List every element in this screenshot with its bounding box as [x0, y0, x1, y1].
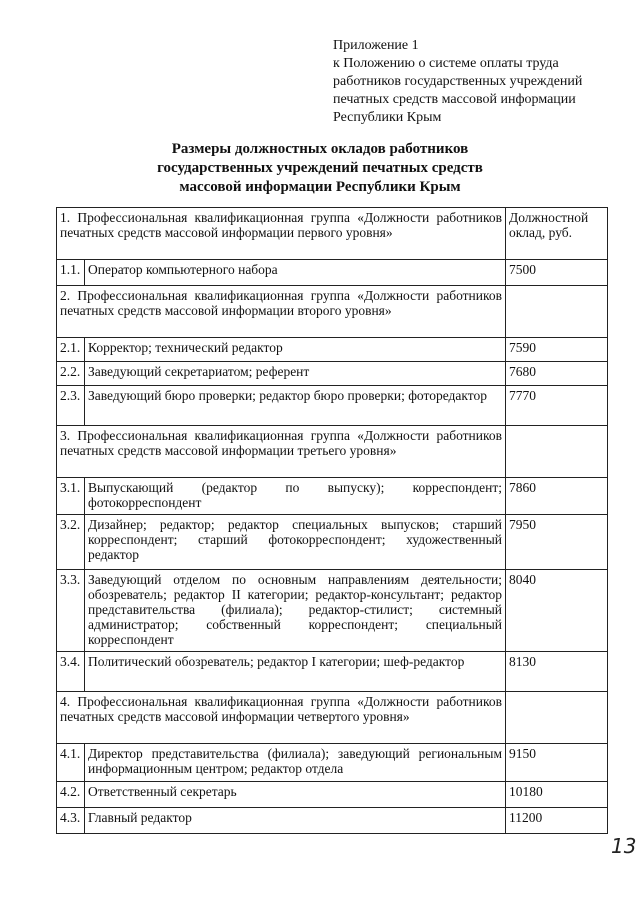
position-title: Корректор; технический редактор: [85, 338, 506, 362]
position-title: Заведующий секретариатом; референт: [85, 362, 506, 386]
salary-value: 11200: [506, 808, 608, 834]
row-number: 3.4.: [57, 652, 85, 692]
row-number: 4.1.: [57, 744, 85, 782]
group-3-cell: 3. Профессиональная квалификационная группа «Должности работников печатных средств массовой информации третьего уровня»: [57, 426, 506, 478]
salary-value: 8130: [506, 652, 608, 692]
appendix-line: Республики Крым: [333, 110, 442, 125]
appendix-line: к Положению о системе оплаты труда: [333, 56, 559, 71]
empty-cell: [506, 426, 608, 478]
position-title: Дизайнер; редактор; редактор специальных выпусков; старший корреспондент; старший фотокорреспондент; художественный редактор: [85, 515, 506, 570]
row-number: 2.2.: [57, 362, 85, 386]
empty-cell: [506, 692, 608, 744]
row-number: 2.3.: [57, 386, 85, 426]
empty-cell: [506, 286, 608, 338]
row-number: 4.2.: [57, 782, 85, 808]
salary-value: 7590: [506, 338, 608, 362]
document-title: [80, 140, 560, 197]
position-title: Директор представительства (филиала); заведующий региональным информационным центром; редактор отдела: [85, 744, 506, 782]
row-number: 4.3.: [57, 808, 85, 834]
salary-value: 8040: [506, 570, 608, 652]
position-title: Оператор компьютерного набора: [85, 260, 506, 286]
table-row: [57, 338, 608, 362]
row-number: 3.2.: [57, 515, 85, 570]
table-row: [57, 386, 608, 426]
table-row: [57, 426, 608, 478]
table-row: [57, 362, 608, 386]
row-number: 3.1.: [57, 478, 85, 515]
table-row: [57, 515, 608, 570]
appendix-line: печатных средств массовой информации: [333, 92, 576, 107]
header-pay-cell: Должностной оклад, руб.: [506, 208, 608, 260]
table-row: [57, 478, 608, 515]
salary-value: 7500: [506, 260, 608, 286]
appendix-block: [333, 37, 633, 127]
table-row: [57, 692, 608, 744]
position-title: Ответственный секретарь: [85, 782, 506, 808]
table-row: [57, 286, 608, 338]
title-line: Размеры должностных окладов работников: [171, 141, 469, 157]
position-title: Заведующий отделом по основным направлениям деятельности; обозреватель; редактор II категории; редактор-консультант; редактор представительства (филиала); редактор-стилист; системный администратор; собственный корреспондент; специальный корреспондент: [85, 570, 506, 652]
table-row: [57, 260, 608, 286]
group-4-cell: 4. Профессиональная квалификационная группа «Должности работников печатных средств массовой информации четвертого уровня»: [57, 692, 506, 744]
group-1-cell: 1. Профессиональная квалификационная группа «Должности работников печатных средств массовой информации первого уровня»: [57, 208, 506, 260]
salary-value: 7770: [506, 386, 608, 426]
group-2-cell: 2. Профессиональная квалификационная группа «Должности работников печатных средств массовой информации второго уровня»: [57, 286, 506, 338]
salary-value: 7950: [506, 515, 608, 570]
appendix-line: работников государственных учреждений: [333, 74, 583, 89]
row-number: 1.1.: [57, 260, 85, 286]
salary-value: 7680: [506, 362, 608, 386]
table-row: [57, 570, 608, 652]
appendix-line: Приложение 1: [333, 38, 419, 53]
position-title: Политический обозреватель; редактор I категории; шеф-редактор: [85, 652, 506, 692]
table-row: [57, 208, 608, 260]
salary-value: 9150: [506, 744, 608, 782]
position-title: Заведующий бюро проверки; редактор бюро проверки; фоторедактор: [85, 386, 506, 426]
salary-table: [56, 207, 608, 834]
page-number: 13: [611, 834, 637, 858]
row-number: 2.1.: [57, 338, 85, 362]
table-row: [57, 782, 608, 808]
salary-value: 10180: [506, 782, 608, 808]
table-row: [57, 744, 608, 782]
position-title: Главный редактор: [85, 808, 506, 834]
title-line: государственных учреждений печатных средств: [157, 160, 483, 176]
table-row: [57, 652, 608, 692]
salary-value: 7860: [506, 478, 608, 515]
title-line: массовой информации Республики Крым: [179, 179, 461, 195]
position-title: Выпускающий (редактор по выпуску); корреспондент; фотокорреспондент: [85, 478, 506, 515]
table-row: [57, 808, 608, 834]
row-number: 3.3.: [57, 570, 85, 652]
